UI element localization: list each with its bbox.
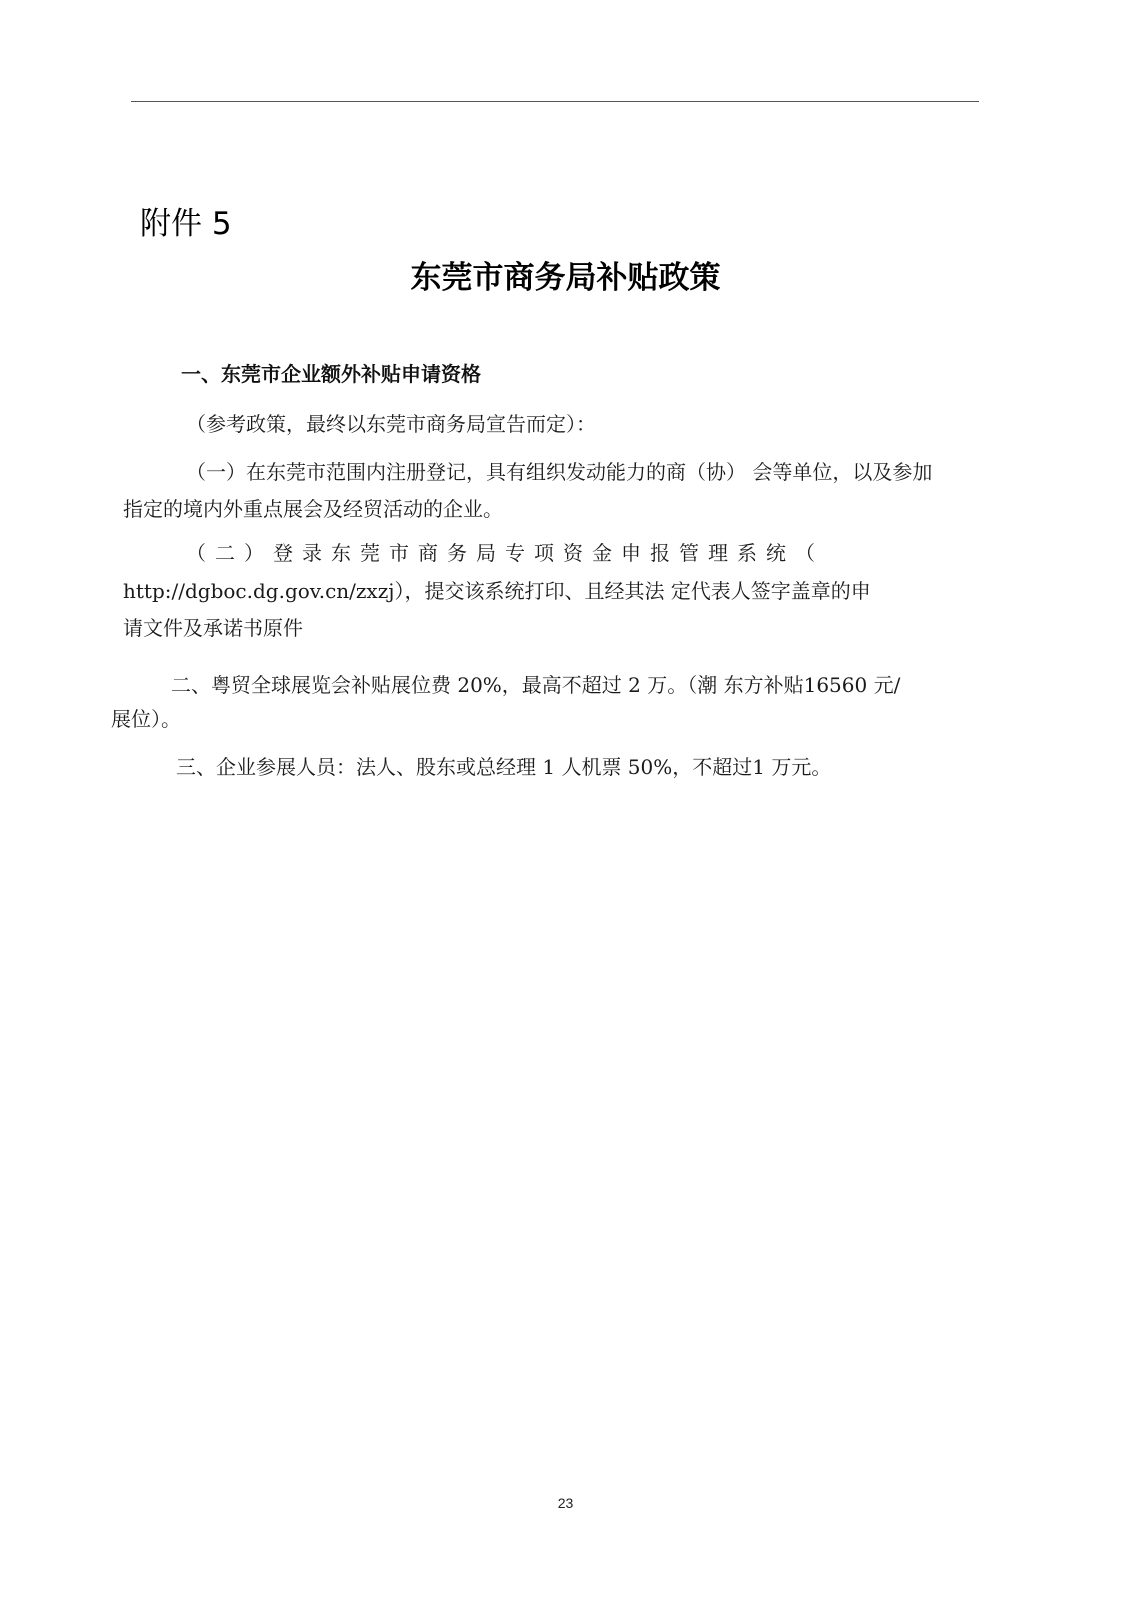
section-one-heading: 一、东莞市企业额外补贴申请资格 [181,362,481,386]
item-two-line-2: http://dgboc.dg.gov.cn/zxzj），提交该系统打印、且经其法 定代表人签字盖章的申 [123,579,871,603]
attachment-label: 附件 5 [140,206,232,242]
item-two-line-3: 请文件及承诺书原件 [123,616,303,640]
header-rule [131,101,979,102]
item-one-line-1: （一）在东莞市范围内注册登记，具有组织发动能力的商（协） 会等单位，以及参加 [186,460,933,484]
item-one-line-2: 指定的境内外重点展会及经贸活动的企业。 [123,497,503,521]
page-number: 23 [557,1495,574,1511]
section-one-note: （参考政策，最终以东莞市商务局宣告而定）： [186,412,596,436]
section-three-line-1: 三、企业参展人员：法人、股东或总经理 1 人机票 50%，不超过1 万元。 [176,755,832,779]
section-two-line-2: 展位）。 [111,707,181,731]
item-two-line-1: （二）登录东莞市商务局专项资金申报管理系统（ [186,541,824,565]
section-two-line-1: 二、粤贸全球展览会补贴展位费 20%，最高不超过 2 万。（潮 东方补贴16560 元/ [171,673,901,697]
document-title-text: 东莞市商务局补贴政策 [410,260,721,296]
document-title [0,256,1131,300]
